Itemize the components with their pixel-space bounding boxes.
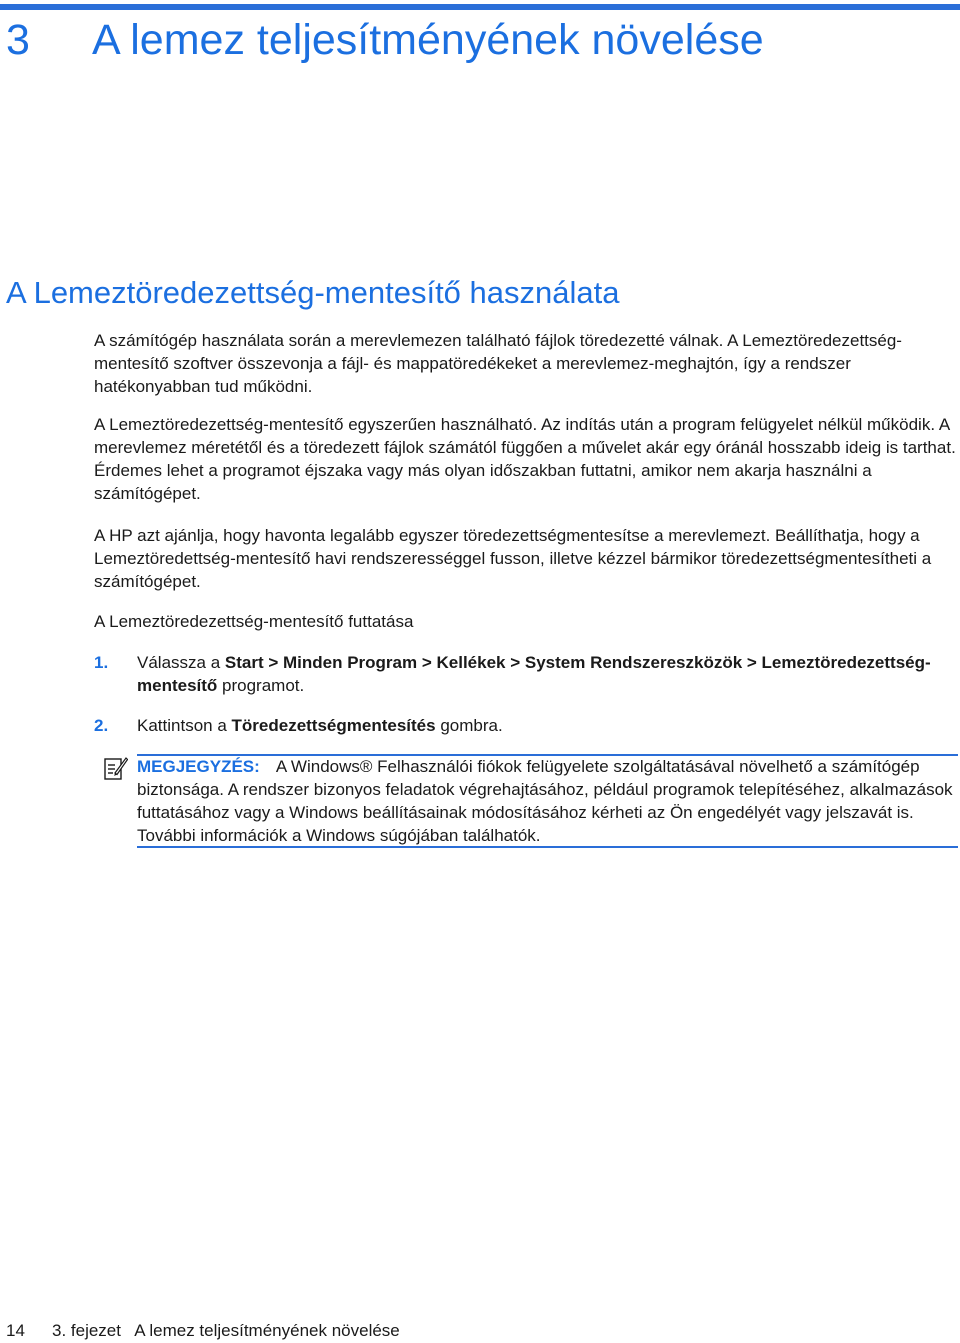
paragraph-recommendation: A HP azt ajánlja, hogy havonta legalább egyszer töredezettségmentesítse a merevlemezt. Beállíthatja, hogy a Lemeztöredettség-mentesítő havi rendszerességgel fusson, illetve kézzel bármikor töredezettségmentesítheti a számítógépet. — [94, 526, 932, 591]
chapter-title — [6, 14, 764, 66]
footer-chapter: 3. fejezet A lemez teljesítményének növelése — [52, 1321, 400, 1340]
step-button-name: Töredezettségmentesítés — [231, 716, 436, 735]
note-icon — [104, 756, 128, 780]
chapter-title-text: A lemez teljesítményének növelése — [92, 16, 764, 64]
step-list — [94, 651, 956, 697]
section-title: A Lemeztöredezettség-mentesítő használata — [6, 275, 620, 310]
list-item — [94, 714, 956, 737]
page-number: 14 — [6, 1321, 25, 1340]
note-body: A Windows® Felhasználói fiókok felügyelete szolgáltatásával növelhető a számítógép biztonsága. A rendszer bizonyos feladatok végrehajtásához, például programok telepítéséhez, alkalmazások futtatásához vagy a Windows beállításainak módosításához kérheti az Ön engedélyét vagy jelszavát is. További információk a Windows súgójában találhatók. — [137, 757, 953, 845]
step-prefix: Kattintson a — [137, 716, 232, 735]
note-box — [94, 754, 958, 848]
step-list — [94, 714, 956, 737]
chapter-number: 3 — [6, 16, 30, 64]
list-item — [94, 651, 956, 697]
note-text-block — [137, 755, 958, 847]
step-suffix: gombra. — [435, 716, 503, 735]
paragraph-intro: A számítógép használata során a merevlemezen található fájlok töredezetté válnak. A Lemeztöredezettség-mentesítő szoftver összevonja a fájl- és mappatöredékeket a merevlemez-meghajtón, így a rendszer hatékonyabban tud működni. — [94, 331, 902, 396]
note-rule-bottom — [137, 846, 958, 848]
page-footer — [6, 1319, 400, 1342]
step-number: 2. — [94, 716, 109, 735]
procedure-heading: A Lemeztöredezettség-mentesítő futtatása — [94, 612, 414, 631]
step-suffix: programot. — [217, 676, 305, 695]
paragraph-usage: A Lemeztöredezettség-mentesítő egyszerűen használható. Az indítás után a program felügyelet nélkül működik. A merevlemez méretétől és a töredezett fájlok számától függően a művelet akár egy óránál hosszabb ideig is tarthat. Érdemes lehet a programot éjszaka vagy más olyan időszakban futtatni, amikor nem akarja használni a számítógépet. — [94, 415, 956, 503]
top-rule — [0, 4, 960, 10]
step-menu-path: Start > Minden Program > Kellékek > System Rendszereszközök > Lemeztöredezettség-mentesítő — [137, 653, 931, 695]
note-label: MEGJEGYZÉS: — [137, 757, 260, 776]
step-prefix: Válassza a — [137, 653, 225, 672]
step-number: 1. — [94, 653, 109, 672]
